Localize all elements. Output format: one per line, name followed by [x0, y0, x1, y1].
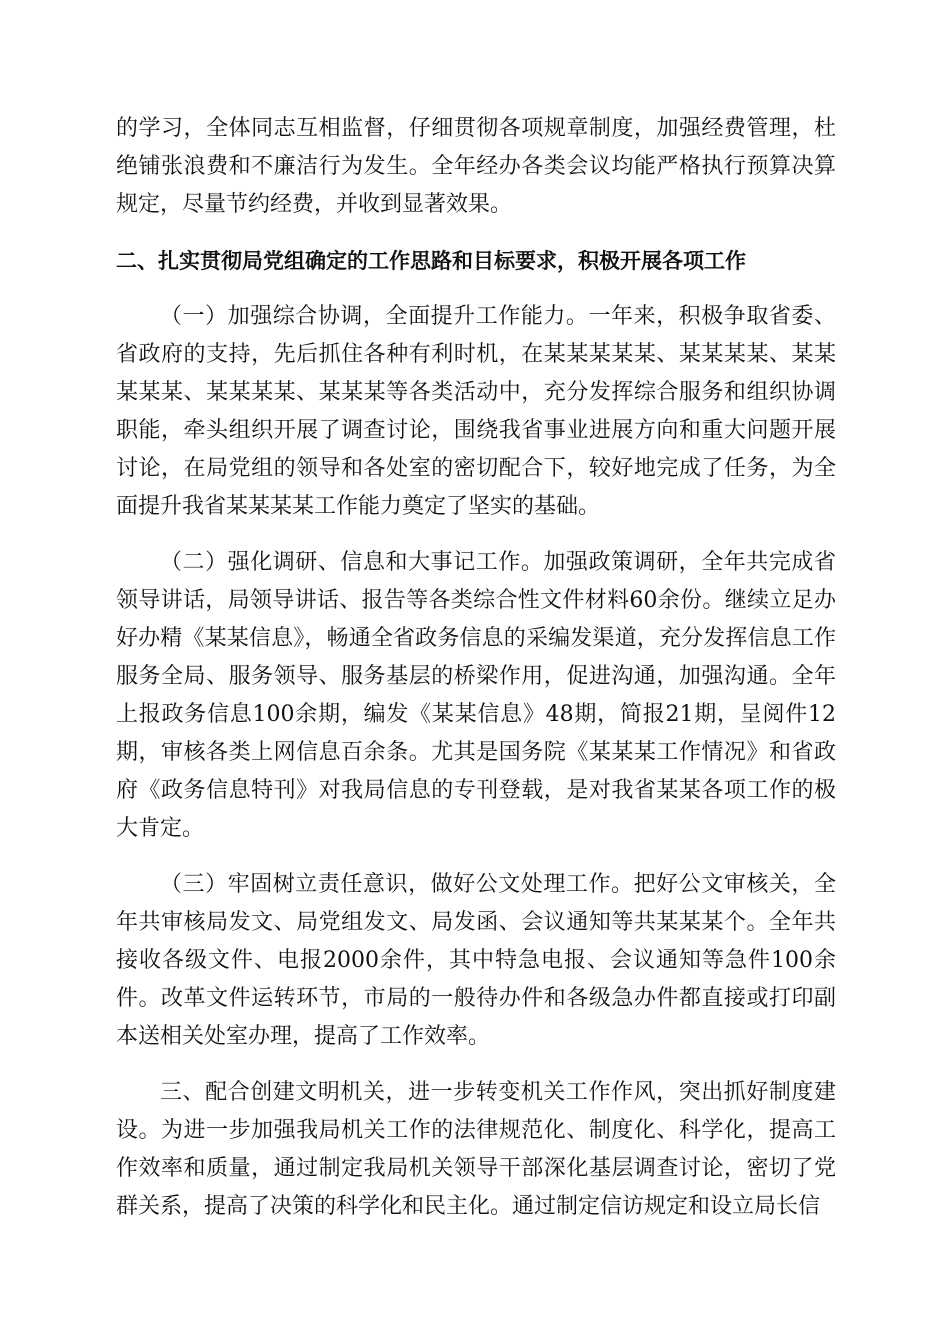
paragraph-document-handling: （三）牢固树立责任意识，做好公文处理工作。把好公文审核关，全年共审核局发文、局党组发文、局发函、会议通知等共某某某个。全年共接收各级文件、电报2000余件，其中特急电报、会议通知等急件100余件。改革文件运转环节，市局的一般待办件和各级急办件都直接或打印副本送相关处室办理，提高了工作效率。	[116, 872, 836, 1049]
document-body	[116, 110, 836, 1244]
paragraph-research-info: （二）强化调研、信息和大事记工作。加强政策调研，全年共完成省领导讲话，局领导讲话、报告等各类综合性文件材料60余份。继续立足办好办精《某某信息》，畅通全省政务信息的采编发渠道，充分发挥信息工作服务全局、服务领导、服务基层的桥梁作用，促进沟通，加强沟通。全年上报政务信息100余期，编发《某某信息》48期，简报21期，呈阅件12期，审核各类上网信息百余条。尤其是国务院《某某某工作情况》和省政府《政务信息特刊》对我局信息的专刊登载，是对我省某某各项工作的极大肯定。	[116, 550, 836, 841]
paragraph-civilized-organ: 三、配合创建文明机关，进一步转变机关工作作风，突出抓好制度建设。为进一步加强我局机关工作的法律规范化、制度化、科学化，提高工作效率和质量，通过制定我局机关领导干部深化基层调查讨论，密切了党群关系，提高了决策的科学化和民主化。通过制定信访规定和设立局长信	[116, 1080, 836, 1219]
section-heading-2: 二、扎实贯彻局党组确定的工作思路和目标要求，积极开展各项工作	[116, 249, 746, 273]
paragraph-expense-management: 的学习，全体同志互相监督，仔细贯彻各项规章制度，加强经费管理，杜绝铺张浪费和不廉洁行为发生。全年经办各类会议均能严格执行预算决算规定，尽量节约经费，并收到显著效果。	[116, 116, 836, 217]
paragraph-coordination: （一）加强综合协调，全面提升工作能力。一年来，积极争取省委、省政府的支持，先后抓住各种有利时机，在某某某某某、某某某某、某某某某某、某某某某、某某某等各类活动中，充分发挥综合服务和组织协调职能，牵头组织开展了调查讨论，围绕我省事业进展方向和重大问题开展讨论，在局党组的领导和各处室的密切配合下，较好地完成了任务，为全面提升我省某某某某工作能力奠定了坚实的基础。	[116, 304, 836, 519]
